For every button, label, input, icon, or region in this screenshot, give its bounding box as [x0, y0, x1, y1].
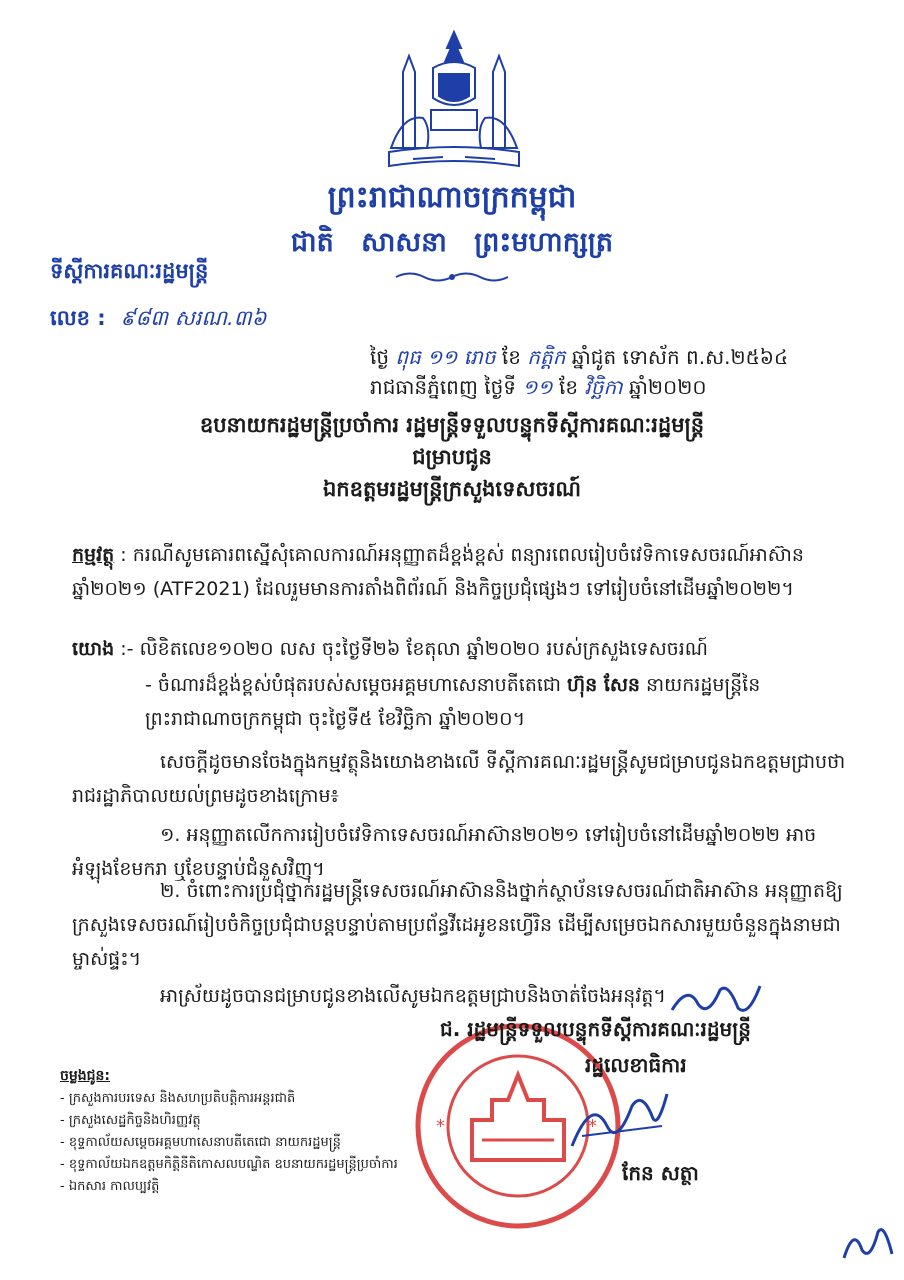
lunar-date — [370, 344, 788, 374]
signatory-title-1: ជ. រដ្ឋមន្ត្រីទទួលបន្ទុកទីស្ដីការគណៈរដ្ឋមន្ត្រី — [440, 1017, 751, 1041]
reference-number — [50, 305, 267, 336]
page-initial-icon — [838, 1218, 898, 1268]
list-item: - ក្រសួងការបរទេស និងសហប្រតិបត្តិការអន្តរជាតិ — [60, 1091, 296, 1106]
reference-label: យោង — [72, 638, 115, 660]
subject-label: កម្មវត្ថុ — [72, 544, 115, 566]
solar-day: ១១ — [522, 375, 553, 399]
body-item-2 — [72, 874, 852, 976]
subject-paragraph — [72, 538, 852, 606]
list-item: - ឯកសារ កាលប្បវត្តិ — [60, 1179, 160, 1194]
list-item: - ខុទ្ទកាល័យសម្ដេចអគ្គមហាសេនាបតីតេជោ នាយករដ្ឋមន្ត្រី — [60, 1135, 341, 1150]
svg-text:*: * — [436, 1116, 445, 1137]
svg-text:*: * — [588, 1116, 597, 1137]
reference-number-label: លេខ : — [50, 306, 106, 330]
salutation: ជម្រាបជូន — [412, 445, 492, 469]
copies-list — [60, 1088, 398, 1198]
closing-line: អាស្រ័យដូចបានជម្រាបជូនខាងលើសូមឯកឧត្តមជ្រាបនិងចាត់ចែងអនុវត្ត។ — [160, 985, 666, 1007]
lunar-month: កត្តិក — [527, 345, 566, 369]
signatory-title-2: រដ្ឋលេខាធិការ — [585, 1053, 687, 1077]
lunar-month-label: ខែ — [501, 345, 521, 369]
reference-item-2-post: នាយករដ្ឋមន្ត្រីនៃព្រះរាជាណាចក្រកម្ពុជា ចុះថ្ងៃទី៥ ខែវិច្ឆិកា ឆ្នាំ២០២០។ — [145, 674, 761, 730]
list-item: - ខុទ្ទកាល័យឯកឧត្តមកិត្តិនីតិកោសលបណ្ឌិត ឧបនាយករដ្ឋមន្ត្រីប្រចាំការ — [60, 1157, 398, 1172]
office-name: ទីស្ដីការគណៈរដ្ឋមន្ត្រី — [50, 259, 209, 283]
reference-item-2-pre: - ចំណារដ៏ខ្ពង់ខ្ពស់បំផុតរបស់សម្ដេចអគ្គមហាសេនាបតីតេជោ — [145, 674, 561, 696]
list-item: - ក្រសួងសេដ្ឋកិច្ចនិងហិរញ្ញវត្ថុ — [60, 1113, 201, 1128]
kingdom-heading: ព្រះរាជាណាចក្រកម្ពុជា — [327, 180, 577, 215]
solar-month-label: ខែ — [559, 375, 579, 399]
solar-year: ឆ្នាំ២០២០ — [628, 375, 707, 399]
recipient-title: ឯកឧត្តមរដ្ឋមន្ត្រីក្រសួងទេសចរណ៍ — [322, 477, 582, 501]
body-item-2-text: ២. ចំពោះការប្រជុំថ្នាក់រដ្ឋមន្ត្រីទេសចរណ៍អាស៊ាននិងថ្នាក់ស្ថាប័នទេសចរណ៍ជាតិអាស៊ាន អនុញ្ញាតឱ្យក្រសួងទេសចរណ៍រៀបចំកិច្ចប្រជុំជាបន្តបន្ទាប់តាមប្រព័ន្ធវីដេអូខនហ្វើរិន ដើម្បីសម្រេចឯកសារមួយចំនួនក្នុងនាមជាម្ចាស់ផ្ទះ។ — [72, 880, 843, 970]
lunar-day: ពុធ — [395, 345, 421, 369]
body-intro — [72, 745, 852, 813]
decorative-divider-icon — [392, 270, 512, 284]
lunar-rest: ឆ្នាំជូត ទោស័ក ព.ស.២៥៦៤ — [571, 345, 789, 369]
lunar-prefix: ថ្ងៃ — [370, 345, 390, 369]
reference-paragraph — [72, 632, 852, 666]
solar-prefix: រាជធានីភ្នំពេញ ថ្ងៃទី — [370, 375, 517, 399]
signatory-name: កែន សត្ថា — [622, 1161, 699, 1185]
reference-item-2 — [145, 668, 855, 736]
reference-item-1: :- លិខិតលេខ១០២០ លស ចុះថ្ងៃទី២៦ ខែតុលា ឆ្នាំ២០២០ របស់ក្រសួងទេសចរណ៍ — [120, 638, 708, 660]
body-intro-text: សេចក្ដីដូចមានចែងក្នុងកម្មវត្ថុនិងយោងខាងលើ ទីស្ដីការគណៈរដ្ឋមន្ត្រីសូមជម្រាបជូនឯកឧត្តមជ្រាបថា រាជរដ្ឋាភិបាលយល់ព្រមដូចខាងក្រោម៖ — [72, 751, 846, 807]
reference-number-value: ៩៨៣ សរណ.៣៦ — [120, 306, 267, 330]
handwritten-signature-icon — [562, 1086, 672, 1156]
sender-title: ឧបនាយករដ្ឋមន្ត្រីប្រចាំការ រដ្ឋមន្ត្រីទទួលបន្ទុកទីស្ដីការគណៈរដ្ឋមន្ត្រី — [199, 413, 705, 437]
subject-text: : ករណីសូមគោរពស្នើសុំគោលការណ៍អនុញ្ញាតដ៏ខ្ពង់ខ្ពស់ ពន្យារពេលរៀបចំវេទិកាទេសចរណ៍អាស៊ាន ឆ្នាំ២០២១ (ATF2021) ដែលរួមមានការតាំងពិព័រណ៍ និងកិច្ចប្រជុំផ្សេងៗ ទៅរៀបចំនៅដើមឆ្នាំ២០២២។ — [72, 544, 804, 600]
lunar-moon: ១១ រោច — [427, 345, 496, 369]
solar-month: វិច្ឆិកា — [584, 375, 623, 399]
body-item-1-text: ១. អនុញ្ញាតលើកការរៀបចំវេទិកាទេសចរណ៍អាស៊ាន២០២១ ទៅរៀបចំនៅដើមឆ្នាំ២០២២ អាចអំឡុងខែមករា ឬខែបន្ទាប់ជំនួសវិញ។ — [72, 824, 817, 880]
copies-label: ចម្លងជូន: — [60, 1068, 111, 1084]
reference-item-2-name: ហ៊ុន សែន — [567, 674, 640, 696]
motto-heading: ជាតិ សាសនា ព្រះមហាក្សត្រ — [290, 227, 614, 258]
solar-date — [370, 374, 707, 404]
royal-arms-of-cambodia-icon — [383, 28, 525, 173]
handwritten-initial-icon — [668, 980, 764, 1020]
